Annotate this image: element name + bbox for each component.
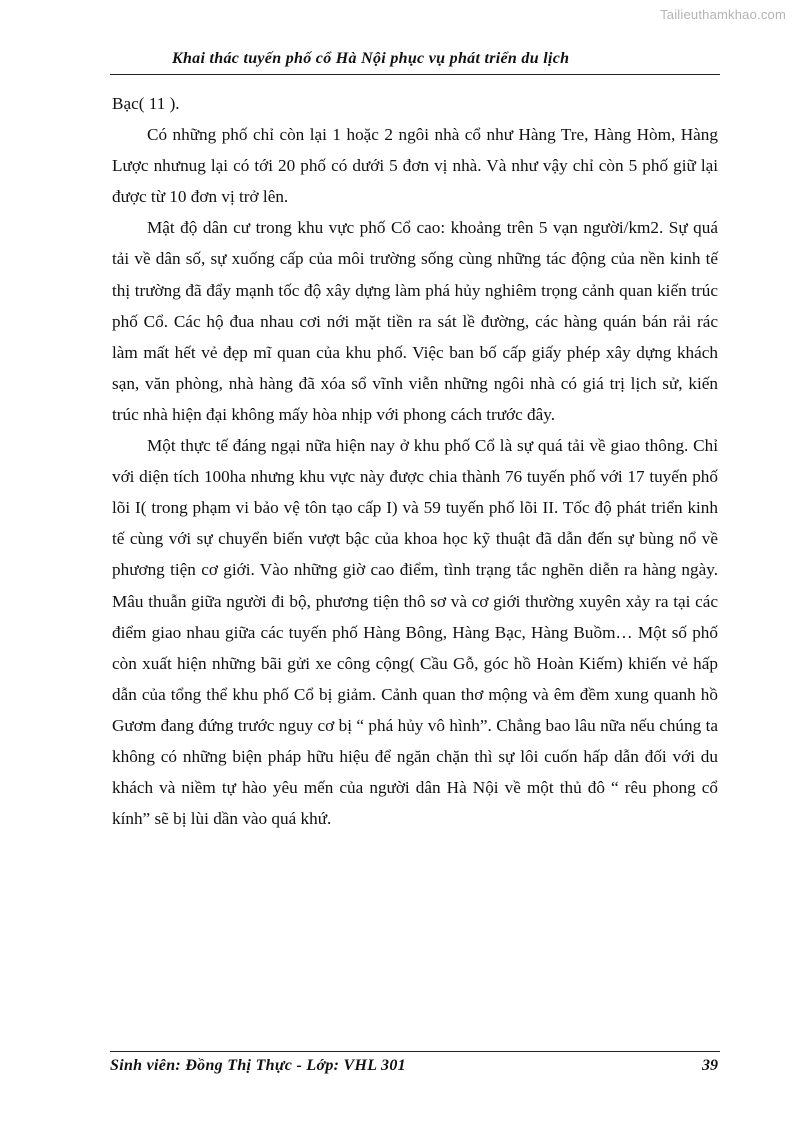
paragraph-2: Có những phố chỉ còn lại 1 hoặc 2 ngôi nhà cổ như Hàng Tre, Hàng Hòm, Hàng Lược nhưnug lại có tới 20 phố có dưới 5 đơn vị nhà. Và như vậy chỉ còn 5 phố giữ lại được từ 10 đơn vị trở lên. bbox=[112, 125, 718, 207]
document-body bbox=[112, 88, 718, 834]
footer-student-info: Sinh viên: Đồng Thị Thực - Lớp: VHL 301 bbox=[110, 1057, 406, 1074]
watermark-text: Tailieuthamkhao.com bbox=[660, 7, 786, 22]
page-header bbox=[110, 50, 720, 75]
header-title: Khai thác tuyến phố cổ Hà Nội phục vụ phát triển du lịch bbox=[172, 50, 570, 67]
page-number: 39 bbox=[702, 1057, 718, 1074]
paragraph-1: Bạc( 11 ). bbox=[112, 94, 180, 113]
paragraph-3: Mật độ dân cư trong khu vực phố Cổ cao: khoảng trên 5 vạn người/km2. Sự quá tải về dân số, sự xuống cấp của môi trường sống cùng những tác động của nền kinh tế thị trường đã đẩy mạnh tốc độ xây dựng làm phá hủy nghiêm trọng cảnh quan kiến trúc phố Cổ. Các hộ đua nhau cơi nới mặt tiền ra sát lề đường, các hàng quán bán rải rác làm mất hết vẻ đẹp mĩ quan của khu phố. Việc ban bố cấp giấy phép xây dựng khách sạn, văn phòng, nhà hàng đã xóa sổ vĩnh viễn những ngôi nhà có giá trị lịch sử, kiến trúc nhà hiện đại không mấy hòa nhịp với phong cách trước đây. bbox=[112, 218, 718, 424]
paragraph-4: Một thực tế đáng ngại nữa hiện nay ở khu phố Cổ là sự quá tải về giao thông. Chỉ với diện tích 100ha nhưng khu vực này được chia thành 76 tuyến phố với 17 tuyến phố lõi I( trong phạm vi bảo vệ tôn tạo cấp I) và 59 tuyến phố lõi II. Tốc độ phát triển kinh tế cùng với sự chuyển biến vượt bậc của khoa học kỹ thuật đã dẫn đến sự bùng nổ về phương tiện cơ giới. Vào những giờ cao điểm, tình trạng tắc nghẽn diễn ra hàng ngày. Mâu thuẫn giữa người đi bộ, phương tiện thô sơ và cơ giới thường xuyên xảy ra tại các điểm giao nhau giữa các tuyến phố Hàng Bông, Hàng Bạc, Hàng Buồm… Một số phố còn xuất hiện những bãi gửi xe công cộng( Cầu Gỗ, góc hồ Hoàn Kiếm) khiến vẻ hấp dẫn của tổng thể khu phố Cổ bị giảm. Cảnh quan thơ mộng và êm đềm xung quanh hồ Gươm đang đứng trước nguy cơ bị “ phá hủy vô hình”. Chẳng bao lâu nữa nếu chúng ta không có những biện pháp hữu hiệu để ngăn chặn thì sự lôi cuốn hấp dẫn đối với du khách và niềm tự hào yêu mến của người dân Hà Nội về một thủ đô “ rêu phong cổ kính” sẽ bị lùi dần vào quá khứ. bbox=[112, 436, 718, 829]
page-footer bbox=[110, 1051, 720, 1078]
